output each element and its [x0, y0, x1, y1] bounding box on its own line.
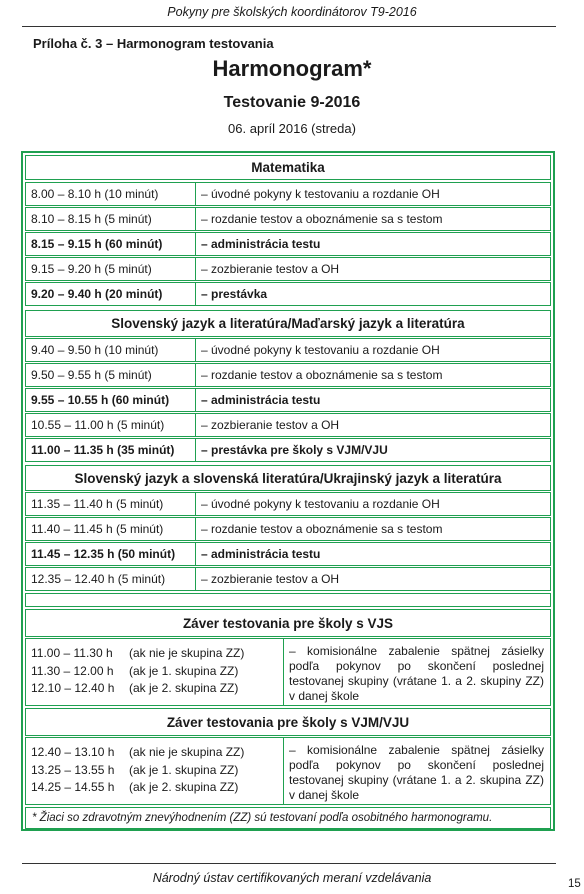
schedule-row — [25, 567, 551, 591]
time-cell: 9.40 – 9.50 h (10 minút) — [26, 339, 196, 361]
time-cell: 9.20 – 9.40 h (20 minút) — [26, 283, 196, 305]
time-cell: 11.40 – 11.45 h (5 minút) — [26, 518, 196, 540]
activity-cell: – úvodné pokyny k testovaniu a rozdanie OH — [201, 187, 440, 201]
time-cell: 8.10 – 8.15 h (5 minút) — [26, 208, 196, 230]
activity-cell: – zozbieranie testov a OH — [201, 418, 340, 432]
schedule-row — [25, 413, 551, 437]
activity-cell: – administrácia testu — [201, 393, 321, 407]
activity-cell: – rozdanie testov a oboznámenie sa s testom — [201, 368, 443, 382]
closing-time: 12.10 – 12.40 h — [31, 681, 115, 695]
time-cell: 9.55 – 10.55 h (60 minút) — [26, 389, 196, 411]
closing-condition: (ak nie je skupina ZZ) — [129, 745, 245, 759]
footnote: * Žiaci so zdravotným znevýhodnením (ZZ) sú testovaní podľa osobitného harmonogramu. — [25, 807, 551, 829]
schedule-row — [25, 207, 551, 231]
closing-row-vjs — [25, 638, 551, 706]
schedule-row — [25, 232, 551, 256]
activity-cell: – administrácia testu — [201, 237, 321, 251]
page-number: 15 — [568, 878, 581, 890]
activity-cell: – prestávka pre školy s VJM/VJU — [201, 443, 388, 457]
closing-condition: (ak je 1. skupina ZZ) — [129, 762, 239, 777]
closing-condition: (ak je 2. skupina ZZ) — [129, 681, 239, 695]
time-cell: 8.00 – 8.10 h (10 minút) — [26, 183, 196, 205]
activity-cell: – rozdanie testov a oboznámenie sa s testom — [201, 212, 443, 226]
time-cell: 10.55 – 11.00 h (5 minút) — [26, 414, 196, 436]
schedule-row — [25, 438, 551, 462]
closing-time: 12.40 – 13.10 h — [31, 745, 115, 759]
activity-cell: – úvodné pokyny k testovaniu a rozdanie OH — [201, 343, 440, 357]
annex-label: Príloha č. 3 – Harmonogram testovania — [33, 36, 274, 51]
document-subtitle: Testovanie 9-2016 — [223, 94, 361, 111]
closing-condition: (ak je 1. skupina ZZ) — [129, 663, 239, 678]
closing-times — [26, 639, 284, 705]
time-cell: 11.35 – 11.40 h (5 minút) — [26, 493, 196, 515]
section-heading-slovak-ukrainian: Slovenský jazyk a slovenská literatúra/Ukrajinský jazyk a literatúra — [25, 465, 551, 491]
schedule-table — [21, 151, 555, 831]
schedule-row — [25, 517, 551, 541]
time-cell: 8.15 – 9.15 h (60 minút) — [26, 233, 196, 255]
section-heading-math: Matematika — [25, 155, 551, 180]
time-cell: 12.35 – 12.40 h (5 minút) — [26, 568, 196, 590]
closing-description: – komisionálne zabalenie spätnej zásielky podľa pokynov po skončení poslednej testovanej skupiny (vrátane 1. a 2. skupiny ZZ) v danej škole — [289, 644, 544, 703]
spacer-row — [25, 593, 551, 607]
page-footer: Národný ústav certifikovaných meraní vzdelávania — [152, 871, 432, 885]
closing-condition: (ak je 2. skupina ZZ) — [129, 780, 239, 794]
schedule-row — [25, 542, 551, 566]
schedule-row — [25, 282, 551, 306]
closing-times — [26, 738, 284, 804]
activity-cell: – prestávka — [201, 287, 268, 301]
header-rule — [22, 26, 556, 27]
section-heading-closing-vjm-vju: Záver testovania pre školy s VJM/VJU — [25, 708, 551, 736]
closing-time: 13.25 – 13.55 h — [31, 762, 115, 777]
closing-time: 14.25 – 14.55 h — [31, 780, 115, 794]
document-title: Harmonogram* — [212, 56, 372, 81]
closing-row-vjm-vju — [25, 737, 551, 805]
closing-condition: (ak nie je skupina ZZ) — [129, 646, 245, 660]
section-heading-closing-vjs: Záver testovania pre školy s VJS — [25, 609, 551, 637]
schedule-row — [25, 492, 551, 516]
time-cell: 11.00 – 11.35 h (35 minút) — [26, 439, 196, 461]
time-cell: 9.15 – 9.20 h (5 minút) — [26, 258, 196, 280]
schedule-row — [25, 363, 551, 387]
closing-time: 11.30 – 12.00 h — [31, 663, 114, 678]
schedule-row — [25, 338, 551, 362]
activity-cell: – zozbieranie testov a OH — [201, 572, 340, 586]
schedule-row — [25, 388, 551, 412]
activity-cell: – administrácia testu — [201, 547, 321, 561]
activity-cell: – úvodné pokyny k testovaniu a rozdanie OH — [201, 497, 440, 511]
time-cell: 9.50 – 9.55 h (5 minút) — [26, 364, 196, 386]
closing-description: – komisionálne zabalenie spätnej zásielky podľa pokynov po skončení poslednej testovanej skupiny (vrátane 1. a 2. skupina ZZ) v danej škole — [289, 743, 544, 802]
section-heading-slovak-hungarian: Slovenský jazyk a literatúra/Maďarský jazyk a literatúra — [25, 310, 551, 337]
page-header: Pokyny pre školských koordinátorov T9-2016 — [167, 5, 417, 19]
activity-cell: – rozdanie testov a oboznámenie sa s testom — [201, 522, 443, 536]
schedule-row — [25, 257, 551, 281]
activity-cell: – zozbieranie testov a OH — [201, 262, 340, 276]
test-date: 06. apríl 2016 (streda) — [228, 121, 356, 136]
schedule-row — [25, 182, 551, 206]
time-cell: 11.45 – 12.35 h (50 minút) — [26, 543, 196, 565]
closing-time: 11.00 – 11.30 h — [31, 646, 113, 660]
footer-rule — [22, 863, 556, 864]
